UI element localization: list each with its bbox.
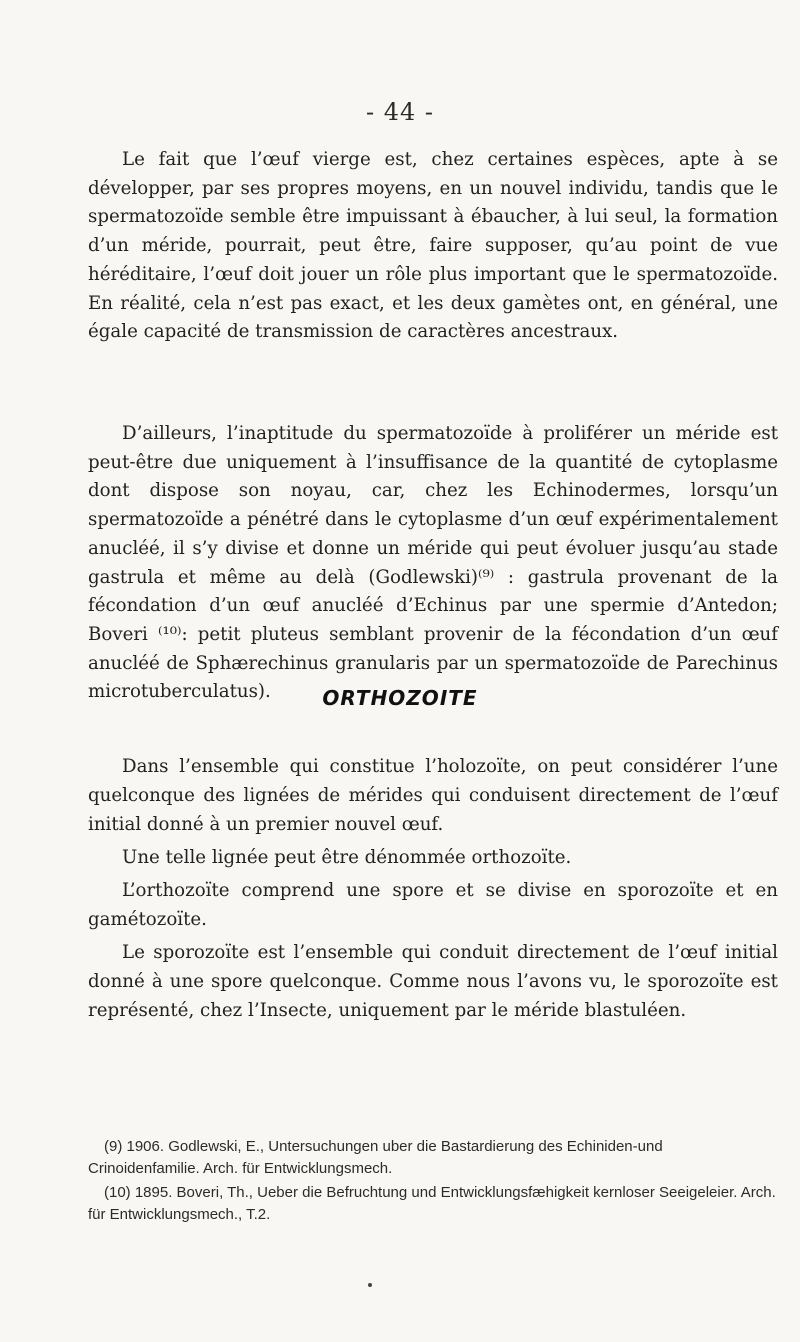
footnote-9: (9) 1906. Godlewski, E., Untersuchungen uber die Bastardierung des Echiniden-und Crinoidenfamilie. Arch. für Entwicklungsmech. (88, 1138, 663, 1177)
footnote-10: (10) 1895. Boveri, Th., Ueber die Befruchtung und Entwicklungsfæhigkeit kernloser Seeigeleier. Arch. für Entwicklungsmech., T.2. (88, 1184, 776, 1223)
body-paragraph-2: D’ailleurs, l’inaptitude du spermatozoïde à proliférer un méride est peut-être due uniquement à l’insuffisance de la quantité de cytoplasme dont dispose son noyau, car, chez les Echinodermes, lorsqu’un spermatozoïde a pénétré dans le cytoplasme d’un œuf expérimentalement anucléé, il s’y divise et donne un méride qui peut évoluer jusqu’au stade gastrula et même au delà (Godlewski)⁽⁹⁾ : gastrula provenant de la fécondation d’un œuf anucléé d’Echinus par une spermie d’Antedon; Boveri ⁽¹⁰⁾: petit pluteus semblant provenir de la fécondation d’un œuf anucléé de Sphærechinus granularis par un spermatozoïde de Parechinus microtuberculatus). (88, 423, 778, 703)
section-heading: ORTHOZOITE (322, 686, 478, 710)
section-paragraph-1: Dans l’ensemble qui constitue l’holozoïte, on peut considérer l’une quelconque des lignées de mérides qui conduisent directement de l’œuf initial donné à un premier nouvel œuf. (88, 756, 778, 835)
body-paragraph-1: Le fait que l’œuf vierge est, chez certaines espèces, apte à se développer, par ses propres moyens, en un nouvel individu, tandis que le spermatozoïde semble être impuissant à ébaucher, à lui seul, la formation d’un méride, pourrait, peut être, faire supposer, qu’au point de vue héréditaire, l’œuf doit jouer un rôle plus important que le spermatozoïde. En réalité, cela n’est pas exact, et les deux gamètes ont, en général, une égale capacité de transmission de caractères ancestraux. (88, 149, 778, 343)
section-paragraph-3: L’orthozoïte comprend une spore et se divise en sporozoïte et en gamétozoïte. (88, 880, 778, 930)
section-paragraph-2: Une telle lignée peut être dénommée orthozoïte. (122, 847, 572, 868)
ink-dot (368, 1283, 372, 1287)
page-number: - 44 - (365, 98, 434, 126)
footnotes (88, 1136, 778, 1228)
section-body (88, 752, 778, 1029)
section-paragraph-4: Le sporozoïte est l’ensemble qui conduit directement de l’œuf initial donné à une spore quelconque. Comme nous l’avons vu, le sporozoïte est représenté, chez l’Insecte, uniquement par le méride blastuléen. (88, 942, 778, 1021)
